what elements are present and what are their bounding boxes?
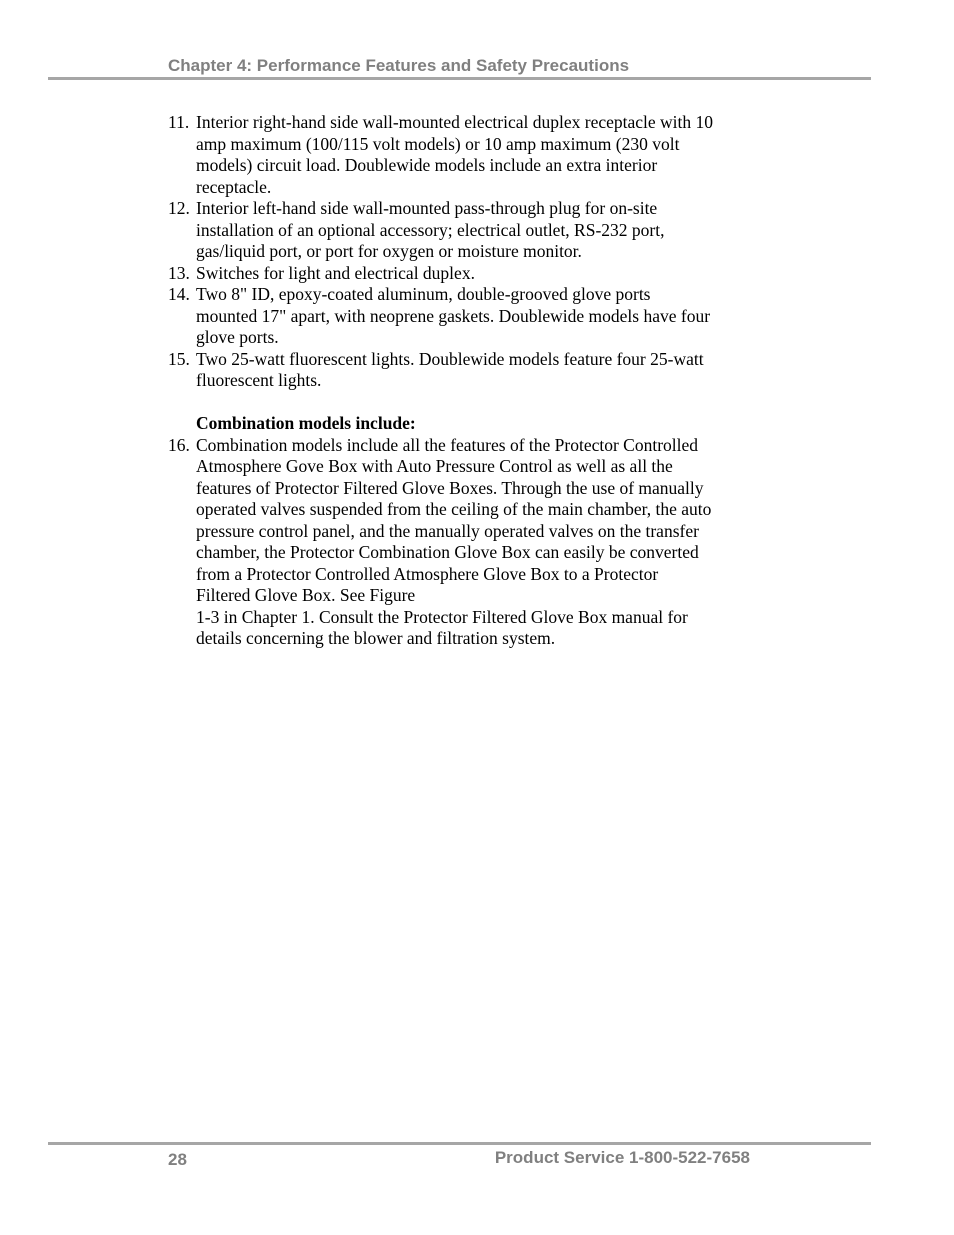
text-line: Switches for light and electrical duplex. bbox=[196, 262, 475, 283]
footer-divider bbox=[48, 1142, 871, 1145]
list-item-text bbox=[196, 349, 758, 392]
text-line: Filtered Glove Box. See Figure bbox=[196, 585, 416, 605]
list-item-text bbox=[196, 435, 758, 650]
text-line: fluorescent lights. bbox=[196, 370, 322, 390]
text-line: 1-3 in Chapter 1. Consult the Protector Filtered Glove Box manual for bbox=[196, 606, 688, 627]
text-line: details concerning the blower and filtration system. bbox=[196, 628, 556, 648]
list-item-12 bbox=[168, 198, 758, 263]
list-item-text bbox=[196, 198, 758, 263]
list-item-number: 12. bbox=[168, 198, 190, 218]
section-subheading: Combination models include: bbox=[196, 413, 416, 433]
header-divider bbox=[48, 77, 871, 80]
text-line: installation of an optional accessory; electrical outlet, RS-232 port, bbox=[196, 219, 665, 240]
list-item-13 bbox=[168, 263, 758, 285]
list-item-number: 14. bbox=[168, 284, 190, 304]
list-item-number: 11. bbox=[168, 112, 190, 132]
paragraph-spacer bbox=[168, 392, 758, 414]
text-line: features of Protector Filtered Glove Boxes. Through the use of manually bbox=[196, 477, 704, 498]
list-item-text bbox=[196, 263, 758, 285]
list-item-11 bbox=[168, 112, 758, 198]
text-line: Interior right-hand side wall-mounted electrical duplex receptacle with 10 bbox=[196, 112, 714, 132]
list-item-15 bbox=[168, 349, 758, 392]
text-line: from a Protector Controlled Atmosphere Glove Box to a Protector bbox=[196, 563, 659, 584]
text-line: Two 8" ID, epoxy-coated aluminum, double-grooved glove ports bbox=[196, 284, 651, 304]
list-item-number: 13. bbox=[168, 262, 190, 283]
list-item-14 bbox=[168, 284, 758, 349]
text-line: chamber, the Protector Combination Glove Box can easily be converted bbox=[196, 542, 699, 562]
text-line: Combination models include all the features of the Protector Controlled bbox=[196, 434, 699, 455]
list-item-16 bbox=[168, 435, 758, 650]
list-item-number: 16. bbox=[168, 434, 190, 455]
text-line: models) circuit load. Doublewide models include an extra interior bbox=[196, 155, 658, 175]
text-line: Interior left-hand side wall-mounted pass-through plug for on-site bbox=[196, 198, 658, 218]
text-line: operated valves suspended from the ceiling of the main chamber, the auto bbox=[196, 499, 712, 519]
text-line: pressure control panel, and the manually operated valves on the transfer bbox=[196, 520, 699, 541]
text-line: Two 25-watt fluorescent lights. Doublewide models feature four 25-watt bbox=[196, 348, 704, 369]
text-line: gas/liquid port, or port for oxygen or moisture monitor. bbox=[196, 241, 582, 261]
list-item-text bbox=[196, 284, 758, 349]
text-line: Atmosphere Gove Box with Auto Pressure Control as well as all the bbox=[196, 456, 673, 476]
list-item-text bbox=[196, 112, 758, 198]
text-line: mounted 17" apart, with neoprene gaskets. Doublewide models have four bbox=[196, 305, 711, 326]
page-header-title: Chapter 4: Performance Features and Safety Precautions bbox=[168, 56, 630, 75]
text-line: receptacle. bbox=[196, 176, 272, 197]
page-number: 28 bbox=[168, 1150, 187, 1169]
product-service-phone: Product Service 1-800-522-7658 bbox=[494, 1148, 750, 1167]
text-line: glove ports. bbox=[196, 327, 279, 347]
text-line: amp maximum (100/115 volt models) or 10 amp maximum (230 volt bbox=[196, 133, 680, 154]
page-body bbox=[168, 112, 758, 650]
list-item-number: 15. bbox=[168, 348, 190, 369]
